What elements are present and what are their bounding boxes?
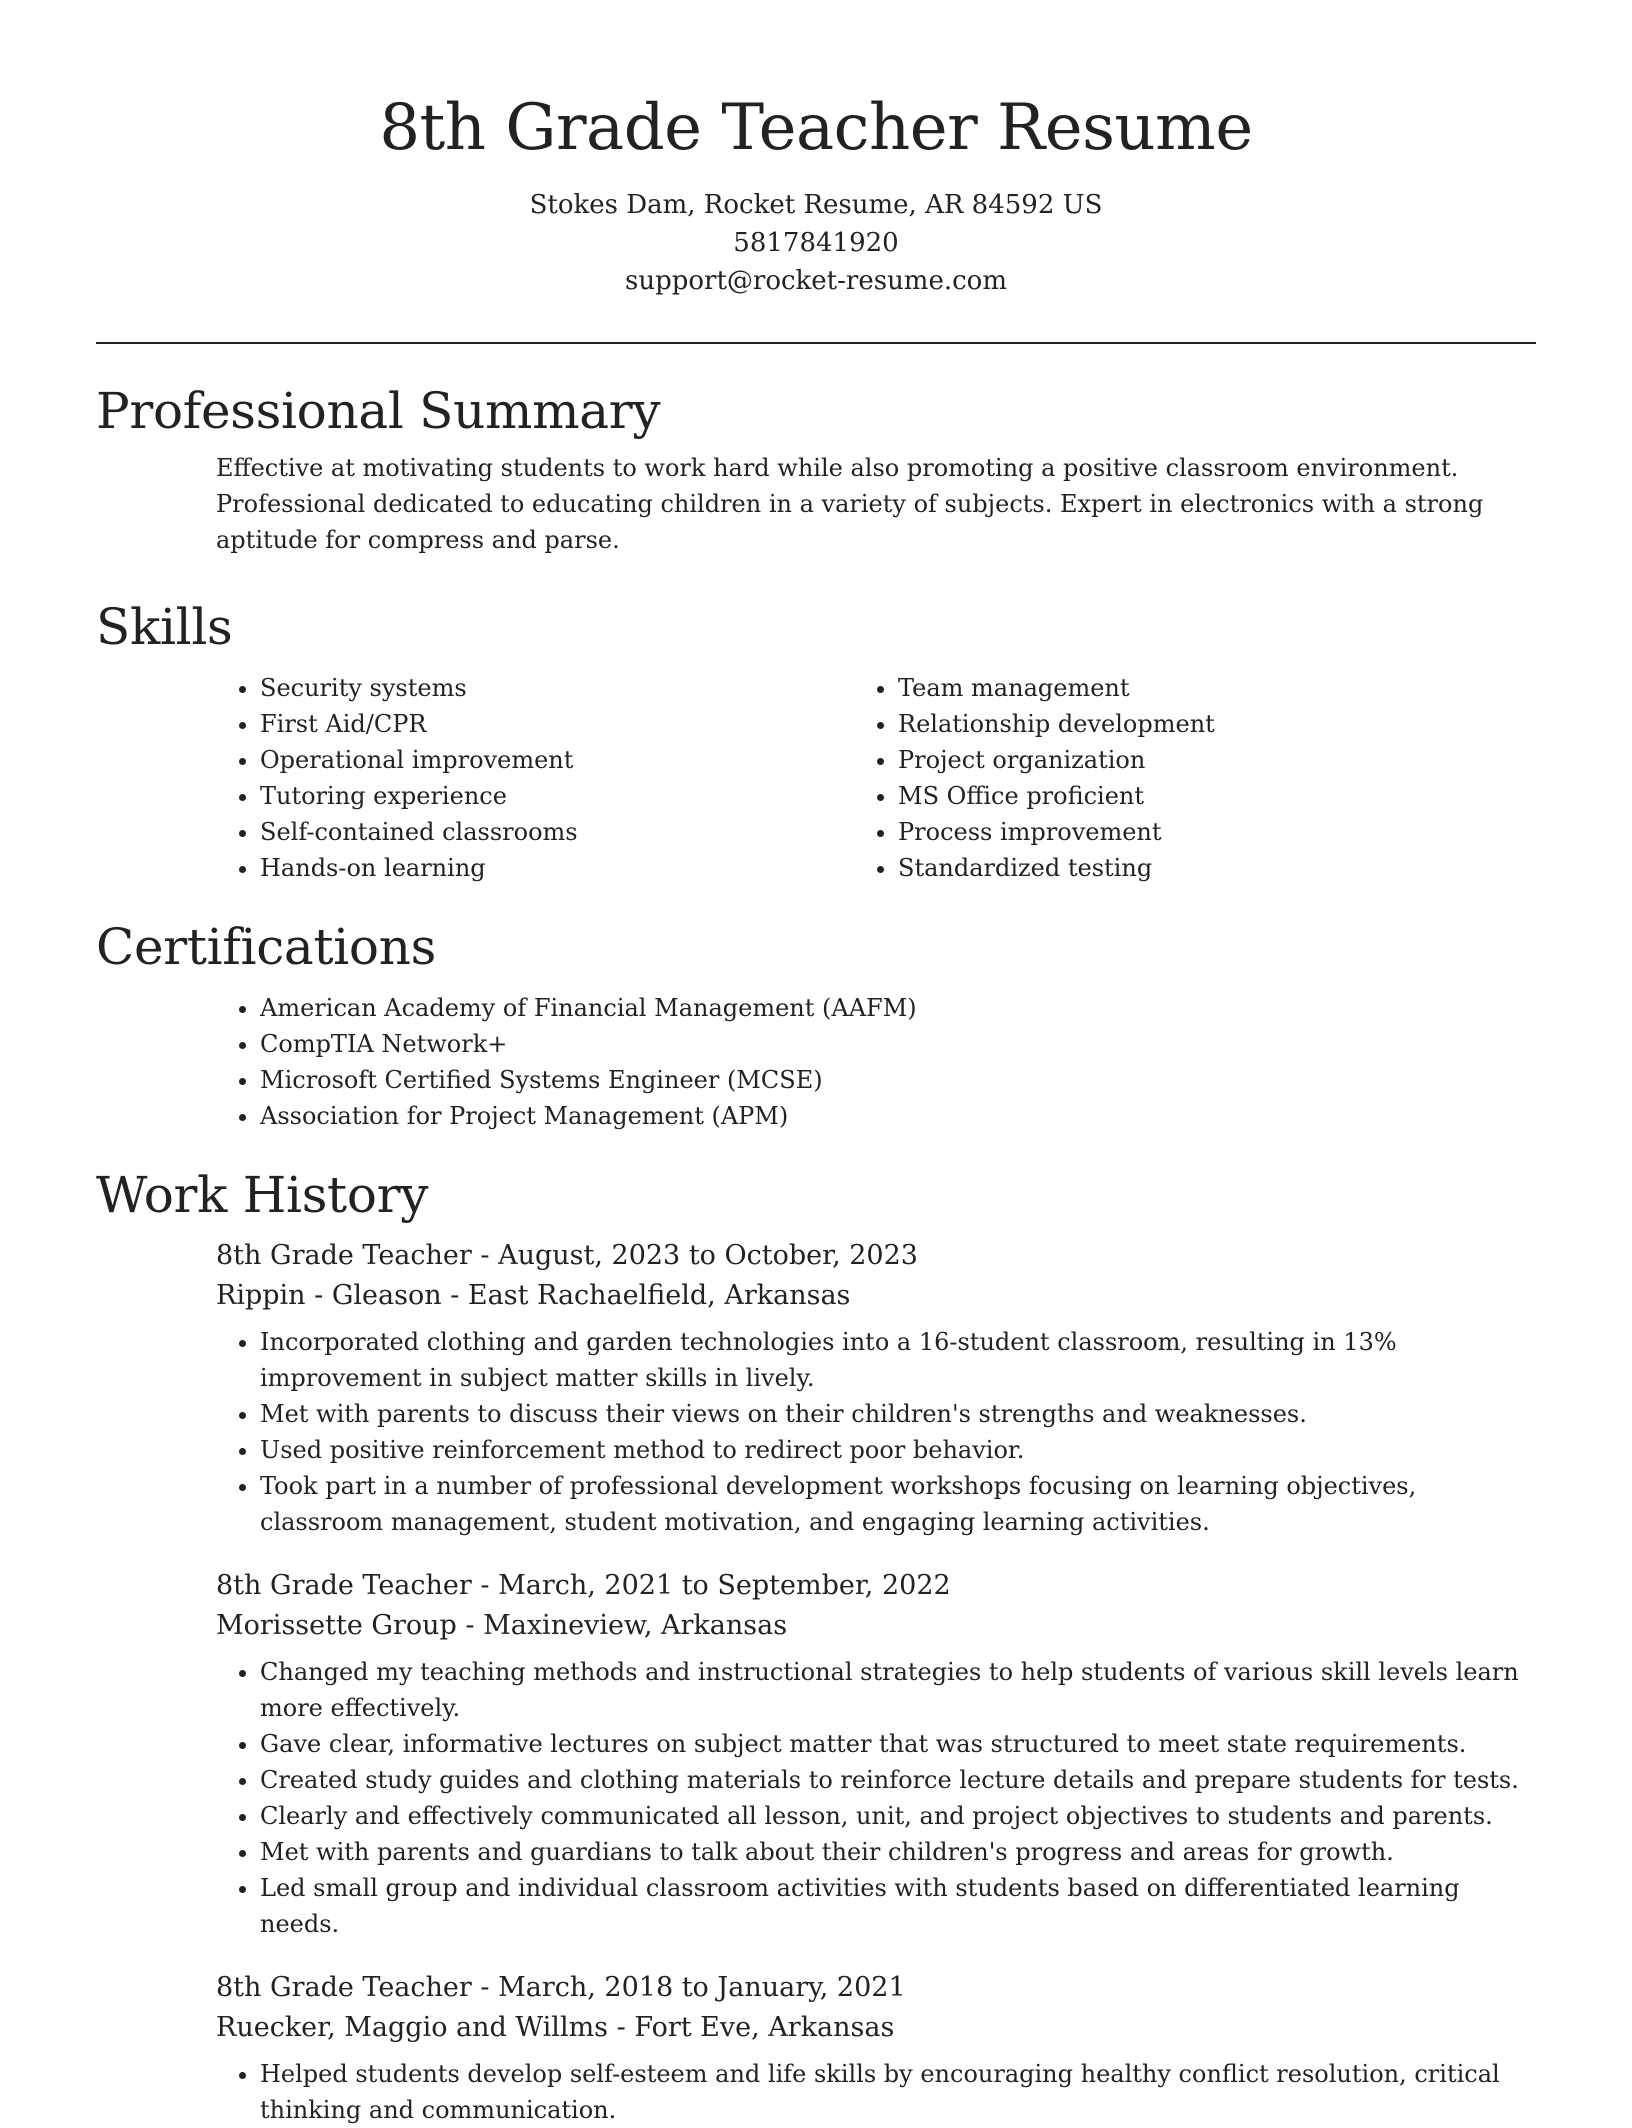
certification-item: • Microsoft Certified Systems Engineer (MCSE) bbox=[260, 1062, 1536, 1098]
job-bullet: • Led small group and individual classroom activities with students based on differentiated learning needs. bbox=[260, 1870, 1536, 1942]
summary-section bbox=[96, 378, 1536, 558]
skill-item: • Hands-on learning bbox=[260, 850, 898, 886]
skills-columns bbox=[96, 670, 1536, 886]
work-history-heading: Work History bbox=[96, 1166, 429, 1224]
summary-heading: Professional Summary bbox=[96, 382, 661, 440]
job-bullet: • Met with parents and guardians to talk about their children's progress and areas for growth. bbox=[260, 1834, 1536, 1870]
job-company-line: Ruecker, Maggio and Willms - Fort Eve, Arkansas bbox=[216, 2012, 895, 2043]
job-title-line: 8th Grade Teacher - August, 2023 to October, 2023 bbox=[216, 1240, 918, 1271]
skill-item: • Standardized testing bbox=[898, 850, 1536, 886]
job-bullets bbox=[216, 1654, 1536, 1942]
skill-item: • Tutoring experience bbox=[260, 778, 898, 814]
summary-text: Effective at motivating students to work hard while also promoting a positive classroom environment. Professional dedicated to educating children in a variety of subjects. Expert in electronics with a strong aptitude for compress and parse. bbox=[216, 454, 1484, 554]
certifications-heading: Certifications bbox=[96, 918, 436, 976]
job-company-line: Morissette Group - Maxineview, Arkansas bbox=[216, 1610, 788, 1641]
certifications-section bbox=[96, 914, 1536, 1134]
job-company-line: Rippin - Gleason - East Rachaelfield, Arkansas bbox=[216, 1280, 851, 1311]
contact-email: support@rocket-resume.com bbox=[624, 266, 1007, 296]
job-entry bbox=[216, 1566, 1536, 1942]
job-bullet: • Met with parents to discuss their views on their children's strengths and weaknesses. bbox=[260, 1396, 1536, 1432]
job-bullet: • Incorporated clothing and garden technologies into a 16-student classroom, resulting in 13% improvement in subject matter skills in lively. bbox=[260, 1324, 1536, 1396]
job-bullet: • Clearly and effectively communicated all lesson, unit, and project objectives to students and parents. bbox=[260, 1798, 1536, 1834]
skill-item: • Security systems bbox=[260, 670, 898, 706]
job-title-line: 8th Grade Teacher - March, 2018 to January, 2021 bbox=[216, 1972, 906, 2003]
skill-item: • Process improvement bbox=[898, 814, 1536, 850]
job-bullets bbox=[216, 1324, 1536, 1540]
job-entry bbox=[216, 1236, 1536, 1540]
job-bullet: • Gave clear, informative lectures on subject matter that was structured to meet state requirements. bbox=[260, 1726, 1536, 1762]
skill-item: • Relationship development bbox=[898, 706, 1536, 742]
job-bullets bbox=[216, 2056, 1536, 2128]
skills-heading: Skills bbox=[96, 598, 233, 656]
work-history-section bbox=[96, 1162, 1536, 2128]
skills-section bbox=[96, 594, 1536, 886]
skills-column-1 bbox=[96, 670, 898, 886]
skill-item: • Self-contained classrooms bbox=[260, 814, 898, 850]
job-entry bbox=[216, 1968, 1536, 2128]
contact-block bbox=[96, 186, 1536, 300]
job-title-line: 8th Grade Teacher - March, 2021 to September, 2022 bbox=[216, 1570, 951, 1601]
skill-item: • MS Office proficient bbox=[898, 778, 1536, 814]
skill-item: • Operational improvement bbox=[260, 742, 898, 778]
job-bullet: • Changed my teaching methods and instructional strategies to help students of various skill levels learn more effectively. bbox=[260, 1654, 1536, 1726]
job-bullet: • Used positive reinforcement method to redirect poor behavior. bbox=[260, 1432, 1536, 1468]
job-bullet: • Took part in a number of professional development workshops focusing on learning objectives, classroom management, student motivation, and engaging learning activities. bbox=[260, 1468, 1536, 1540]
contact-address: Stokes Dam, Rocket Resume, AR 84592 US bbox=[529, 190, 1103, 220]
resume-header bbox=[96, 78, 1536, 300]
skill-item: • Team management bbox=[898, 670, 1536, 706]
certification-item: • American Academy of Financial Management (AAFM) bbox=[260, 990, 1536, 1026]
certification-item: • CompTIA Network+ bbox=[260, 1026, 1536, 1062]
resume-title: 8th Grade Teacher Resume bbox=[379, 91, 1253, 165]
certification-item: • Association for Project Management (APM) bbox=[260, 1098, 1536, 1134]
certifications-list bbox=[96, 990, 1536, 1134]
job-bullet: • Created study guides and clothing materials to reinforce lecture details and prepare students for tests. bbox=[260, 1762, 1536, 1798]
skill-item: • First Aid/CPR bbox=[260, 706, 898, 742]
job-bullet: • Helped students develop self-esteem and life skills by encouraging healthy conflict resolution, critical thinking and communication. bbox=[260, 2056, 1536, 2128]
header-divider bbox=[96, 342, 1536, 344]
contact-phone: 5817841920 bbox=[733, 228, 899, 258]
skills-column-2 bbox=[898, 670, 1536, 886]
skill-item: • Project organization bbox=[898, 742, 1536, 778]
